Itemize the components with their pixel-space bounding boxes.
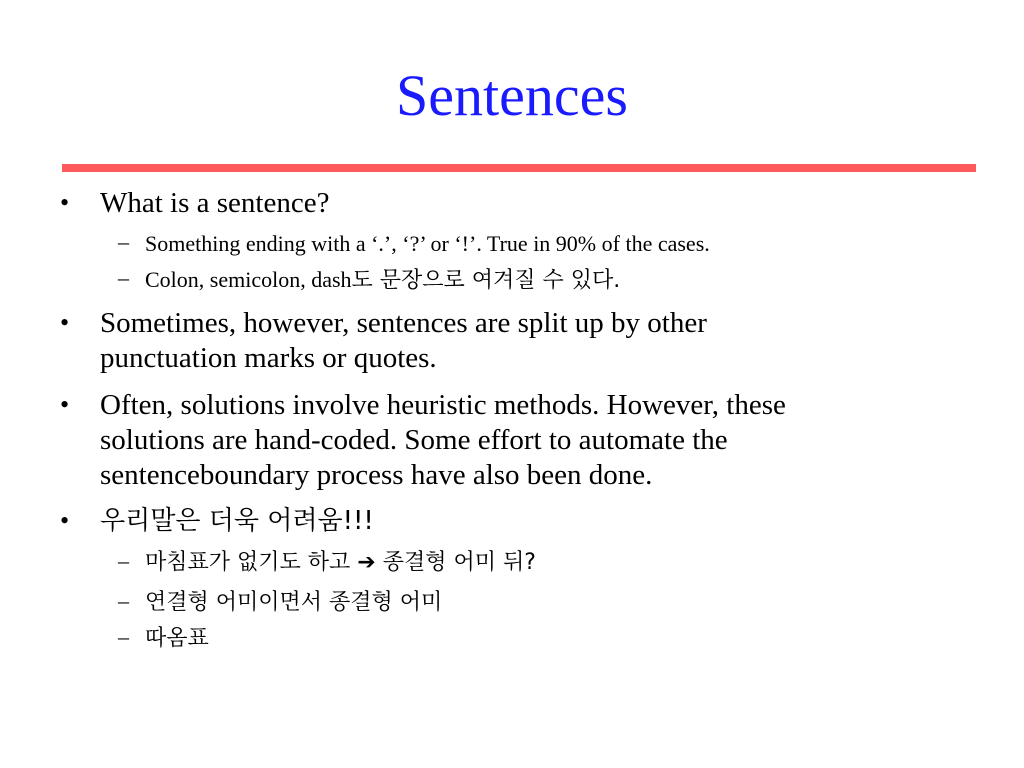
bullet-marker: • <box>60 308 70 337</box>
dash-marker: – <box>118 624 129 649</box>
slide-title: Sentences <box>396 63 628 128</box>
bullet-text-line-3: sentenceboundary process have also been done. <box>100 459 653 491</box>
bullet-text-line-2: punctuation marks or quotes. <box>100 342 437 374</box>
sub-item-text-latin: Colon, semicolon, dash <box>145 267 352 292</box>
sub-item-text <box>145 265 965 296</box>
dash-marker: – <box>118 265 129 290</box>
sub-item-text: Something ending with a ‘.’, ‘?’ or ‘!’. True in 90% of the cases. <box>145 231 710 256</box>
sub-item-text: 따옴표 <box>145 626 209 651</box>
bullet-marker: • <box>60 188 70 217</box>
bullet-text: What is a sentence? <box>100 187 330 219</box>
sub-item-text-after: 종결형 어미 뒤? <box>382 550 536 575</box>
bullet-marker: • <box>60 506 70 535</box>
bullet-text-line-2: solutions are hand-coded. Some effort to automate the <box>100 424 728 456</box>
sub-item-text: 연결형 어미이면서 종결형 어미 <box>145 590 443 615</box>
bullet-text: 우리말은 더욱 어려움!!! <box>100 506 374 536</box>
dash-marker: – <box>118 229 129 254</box>
sub-item-text-korean: 도 문장으로 여겨질 수 있다. <box>351 268 621 293</box>
bullet-marker: • <box>60 390 70 419</box>
dash-marker: – <box>118 548 129 573</box>
bullet-text-line-1: Often, solutions involve heuristic methods. However, these <box>100 389 786 421</box>
right-arrow-icon: ➔ <box>357 550 376 575</box>
dash-marker: – <box>118 588 129 613</box>
bullet-text-line-1: Sometimes, however, sentences are split up by other <box>100 307 707 339</box>
sub-item-text-before: 마침표가 없기도 하고 <box>145 550 351 575</box>
sub-item-text <box>145 548 965 578</box>
